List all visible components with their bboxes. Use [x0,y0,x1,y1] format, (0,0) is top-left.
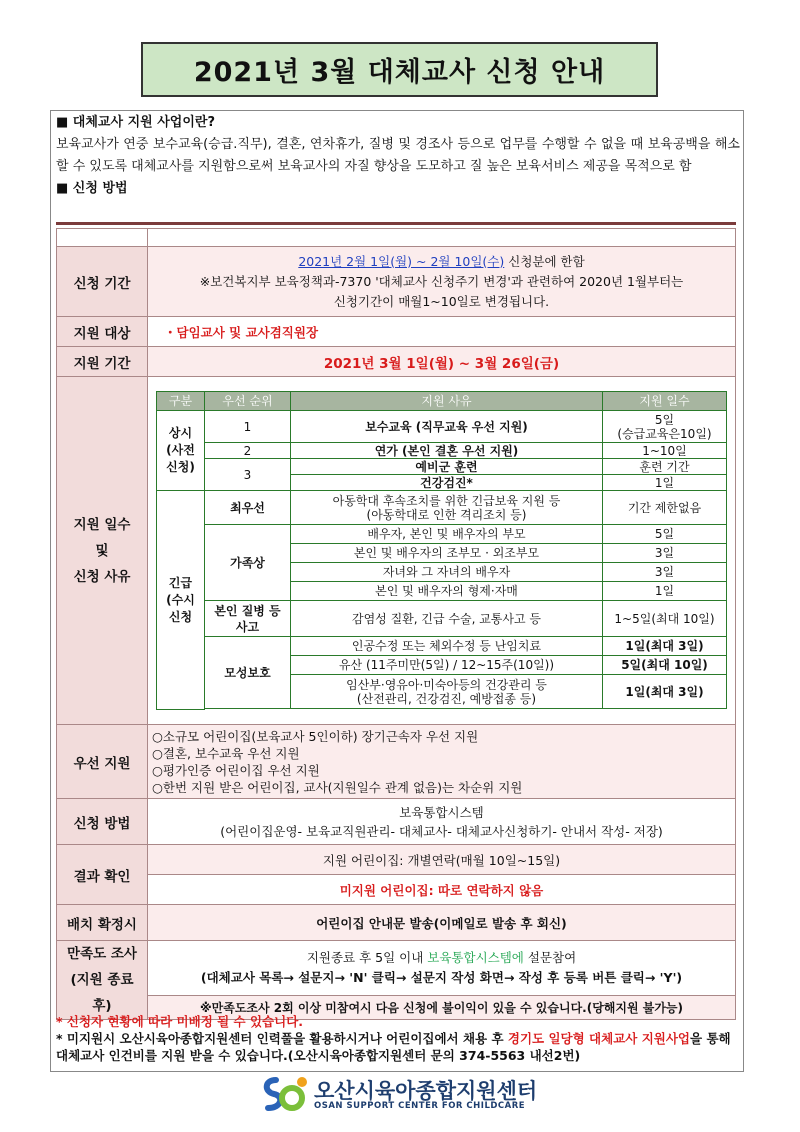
regular-rank-2: 2 [205,443,291,459]
regular-days-1: 5일 (승급교육은10일) [603,411,727,443]
result-unsupported: 미지원 어린이집: 따로 연락하지 않음 [148,875,736,905]
family-reason-4: 본인 및 배우자의 형제·자매 [291,582,603,601]
period-notice-1: ※보건복지부 보육정책과-7370 '대체교사 신청주기 변경'과 관련하여 2020년 1월부터는 [199,273,684,289]
maternity-days-1: 1일(최대 3일) [603,637,727,656]
days-table [156,391,727,710]
row-priority [57,725,736,799]
support-period-value: 2021년 3월 1일(월) ~ 3월 26일(금) [148,347,736,377]
survey-label-2: (지원 종료 후) [70,972,134,1014]
regular-reason-3: 예비군 훈련 [291,459,603,475]
maternity-days-3: 1일(최대 3일) [603,675,727,709]
family-rank: 가족상 [205,525,291,601]
days-header-rank: 우선 순위 [205,392,291,411]
row-support-period [57,347,736,377]
confirm-value: 어린이집 안내문 발송(이메일로 발송 후 회신) [148,905,736,941]
row-target [57,317,736,347]
days-header-days: 지원 일수 [603,392,727,411]
note-2-program: 경기도 일당형 대체교사 지원사업 [507,1031,691,1046]
priority-item-4: ○한번 지원 받은 어린이집, 교사(지원일수 관계 없음)는 차순위 지원 [152,779,523,795]
survey-line-1 [152,948,731,968]
result-label: 결과 확인 [57,845,148,905]
intro-section [56,112,740,200]
days-header-reason: 지원 사유 [291,392,603,411]
period-label: 신청 기간 [57,247,148,317]
row-survey-1 [57,941,736,996]
section-divider [56,222,736,225]
family-days-3: 3일 [603,563,727,582]
maternity-days-2: 5일(최대 10일) [603,656,727,675]
illness-rank: 본인 질병 등 사고 [205,601,291,637]
row-period [57,247,736,317]
period-dates-suffix: 신청분에 한함 [504,253,585,269]
maternity-rank: 모성보호 [205,637,291,709]
illness-reason: 감염성 질환, 긴급 수술, 교통사고 등 [291,601,603,637]
days-label-2: 및 [95,542,109,559]
family-days-1: 5일 [603,525,727,544]
survey-cell [148,941,736,996]
regular-days-4: 1일 [603,475,727,491]
center-english-name: OSAN SUPPORT CENTER FOR CHILDCARE [314,1101,526,1111]
priority-item-1: ○소규모 어린이집(보육교사 5인이하) 장기근속자 우선 지원 [152,728,479,744]
regular-days-3: 훈련 기간 [603,459,727,475]
days-label-1: 지원 일수 [73,516,131,533]
regular-reason-1: 보수교육 (직무교육 우선 지원) [291,411,603,443]
footnotes [56,1013,740,1064]
method-heading: ■ 신청 방법 [56,181,128,196]
center-logo-icon [262,1074,310,1116]
priority-label: 우선 지원 [57,725,148,799]
survey-line-1-pre: 지원종료 후 5일 이내 [306,949,428,965]
intro-heading: ■ 대체교사 지원 사업이란? [56,115,215,130]
urgent-top-days: 기간 제한없음 [603,491,727,525]
survey-label [57,941,148,1020]
target-label: 지원 대상 [57,317,148,347]
family-reason-1: 배우자, 본인 및 배우자의 부모 [291,525,603,544]
family-days-4: 1일 [603,582,727,601]
row-result-2 [57,875,736,905]
family-reason-3: 자녀와 그 자녀의 배우자 [291,563,603,582]
method-line-2: (어린이집운영- 보육교직원관리- 대체교사- 대체교사신청하기- 안내서 작성- 저장) [220,823,663,839]
survey-line-2: (대체교사 목록→ 설문지→ 'N' 클릭→ 설문지 작성 화면→ 작성 후 등록 버튼 클릭→ 'Y') [200,969,683,985]
urgent-category: 긴급 (수시 신청 [157,491,205,710]
days-label-3: 신청 사유 [73,568,131,585]
note-2-pre: * 미지원시 오산시육아종합지원센터 인력풀을 활용하시거나 어린이집에서 채용 후 [56,1031,508,1046]
survey-label-1: 만족도 조사 [67,946,137,962]
maternity-reason-2: 유산 (11주미만(5일) / 12~15주(10일)) [291,656,603,675]
method-line-1: 보육통합시스템 [399,804,484,820]
method-cell [148,799,736,845]
center-logo [262,1074,552,1116]
regular-reason-2: 연가 (본인 결혼 우선 지원) [291,443,603,459]
support-period-label: 지원 기간 [57,347,148,377]
row-method [57,799,736,845]
target-value: ・담임교사 및 교사겸직원장 [148,317,736,347]
method-label: 신청 방법 [57,799,148,845]
row-confirm [57,905,736,941]
illness-days: 1~5일(최대 10일) [603,601,727,637]
center-name: 오산시육아종합지원센터 [314,1079,538,1103]
days-label [57,377,148,725]
spacer-cell [148,229,736,247]
regular-rank-1: 1 [205,411,291,443]
row-days [57,377,736,725]
note-2 [56,1030,740,1064]
period-notice-2: 신청기간이 매월1~10일로 변경됩니다. [333,293,550,309]
regular-reason-4: 건강검진* [291,475,603,491]
priority-cell [148,725,736,799]
row-result-1 [57,845,736,875]
regular-category: 상시 (사전 신청) [157,411,205,491]
period-cell [148,247,736,317]
spacer-cell [57,229,148,247]
days-cell [148,377,736,725]
urgent-top-reason: 아동학대 후속조치를 위한 긴급보육 지원 등 (아동학대로 인한 격리조치 등) [291,491,603,525]
intro-paragraph: 보육교사가 연중 보수교육(승급.직무), 결혼, 연차휴가, 질병 및 경조사 등으로 업무를 수행할 수 없을 때 보육공백을 해소할 수 있도록 대체교사를 지원함으로써 보육교사의 자질 향상을 도모하고 질 높은 보육서비스 제공을 목적으로 함 [56,137,740,174]
urgent-top-rank: 최우선 [205,491,291,525]
priority-item-3: ○평가인증 어린이집 우선 지원 [152,762,320,778]
period-dates: 2021년 2월 1일(월) ~ 2월 10일(수) [298,253,505,269]
application-table [56,228,736,1020]
priority-item-2: ○결혼, 보수교육 우선 지원 [152,745,300,761]
maternity-reason-1: 인공수정 또는 체외수정 등 난임치료 [291,637,603,656]
period-dates-line [152,252,731,272]
note-1: * 신청자 현황에 따라 미배정 될 수 있습니다. [56,1014,304,1029]
maternity-reason-3: 임산부·영유아·미숙아등의 건강관리 등 (산전관리, 건강검진, 예방접종 등) [291,675,603,709]
family-reason-2: 본인 및 배우자의 조부모 · 외조부모 [291,544,603,563]
regular-days-2: 1~10일 [603,443,727,459]
result-supported: 지원 어린이집: 개별연락(매월 10일~15일) [148,845,736,875]
family-days-2: 3일 [603,544,727,563]
regular-rank-3: 3 [205,459,291,491]
page-title: 2021년 3월 대체교사 신청 안내 [141,42,658,97]
survey-line-1-post: 설문참여 [523,949,577,965]
survey-warning: ※만족도조사 2회 이상 미참여시 다음 신청에 불이익이 있을 수 있습니다.(당해지원 불가능) [148,995,736,1019]
days-header-category: 구분 [157,392,205,411]
confirm-label: 배치 확정시 [57,905,148,941]
note-2-post: 을 통해 대체교사 인건비를 지원 받을 수 있습니다.(오산시육아종합지원센터 문의 374-5563 내선2번) [56,1031,731,1063]
survey-system-name: 보육통합시스템에 [427,949,524,965]
